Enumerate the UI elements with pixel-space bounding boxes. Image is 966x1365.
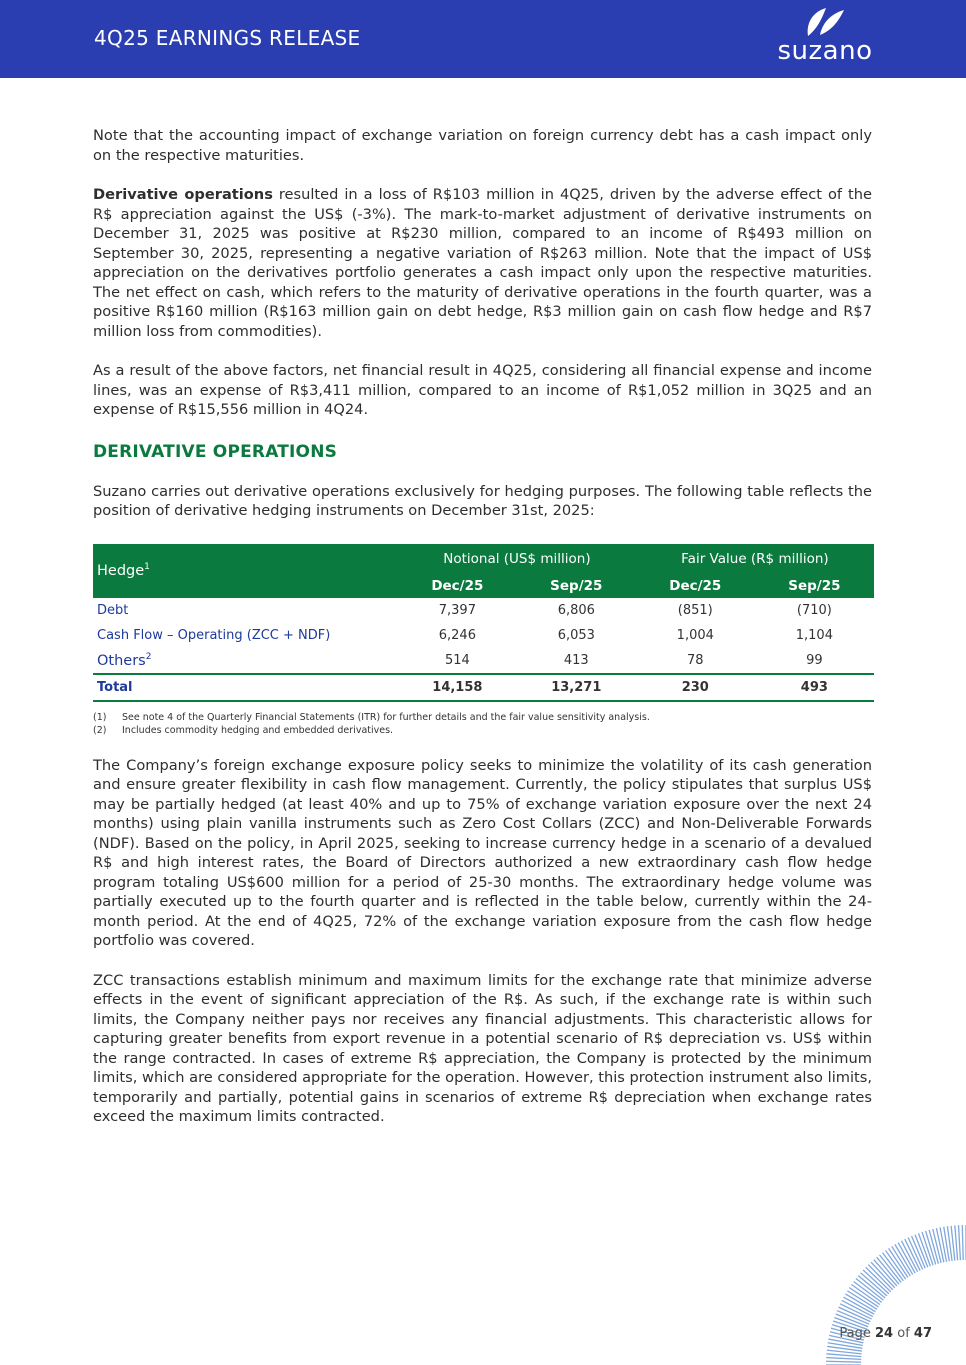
page-total: 47	[913, 1326, 932, 1341]
table-cell: 413	[563, 652, 589, 668]
col-fair-dec25: Dec/25	[636, 574, 755, 598]
footnote	[93, 711, 872, 724]
page-content	[93, 126, 872, 1127]
row-label: Cash Flow – Operating (ZCC + NDF)	[97, 627, 331, 643]
row-label	[93, 648, 398, 674]
footnote	[93, 724, 872, 737]
table-cell: 78	[687, 652, 704, 668]
logo-text: suzano	[777, 36, 873, 66]
others-footnote-ref: 2	[145, 651, 152, 662]
hedge-header	[93, 544, 398, 598]
table-cell: 7,397	[438, 602, 476, 618]
page-of: of	[893, 1326, 914, 1341]
row-label-text: Others	[97, 652, 146, 669]
notional-group-header: Notional (US$ million)	[398, 544, 636, 574]
total-row	[93, 674, 874, 701]
report-title: 4Q25 EARNINGS RELEASE	[94, 26, 361, 50]
table-cell: 6,806	[557, 602, 595, 618]
decorative-ray	[959, 1225, 961, 1260]
page-prefix: Page	[839, 1326, 876, 1341]
hedge-footnote-ref: 1	[144, 562, 150, 573]
table-cell: 514	[444, 652, 470, 668]
fair-value-group-header: Fair Value (R$ million)	[636, 544, 874, 574]
section-title: DERIVATIVE OPERATIONS	[93, 441, 338, 462]
table-cell: 1,004	[676, 627, 714, 643]
col-notional-dec25: Dec/25	[398, 574, 517, 598]
decorative-ray	[826, 1361, 861, 1362]
paragraph-net-financial-result: As a result of the above factors, net financial result in 4Q25, considering all financial expense and income lines, was an expense of R$3,411 million, compared to an income of R$1,052 million in 3Q25 and an expense of R$15,556 million in 4Q24.	[93, 362, 872, 418]
footnote-text: See note 4 of the Quarterly Financial Statements (ITR) for further details and the fair value sensitivity analysis.	[122, 711, 650, 723]
table-cell: 493	[755, 674, 874, 701]
paragraph-derivative-operations	[93, 185, 872, 341]
footnote-number: (2)	[93, 724, 107, 736]
decorative-ray	[940, 1227, 946, 1261]
page-header	[0, 0, 966, 78]
paragraph-fx-policy: The Company’s foreign exchange exposure policy seeks to minimize the volatility of its cash generation and ensure greater flexibility in cash flow management. Currently, the policy stipulates that surplus US$ may be partially hedged (at least 40% and up to 75% of exchange variation exposure over the next 24 months) using plain vanilla instruments such as Zero Cost Collars (ZCC) and Non-Deliverable Forwards (NDF). Based on the policy, in April 2025, seeking to increase currency hedge in a scenario of a devalued R$ and high interest rates, the Board of Directors authorized a new extraordinary cash flow hedge program totaling US$600 million for a period of 25-30 months. The extraordinary hedge volume was partially executed up to the fourth quarter and is reflected in the table below, currently within the 24-month period. At the end of 4Q25, 72% of the exchange variation exposure from the cash flow hedge portfolio was covered.	[93, 756, 872, 949]
suzano-logo	[770, 4, 880, 66]
paragraph-fx-impact: Note that the accounting impact of exchange variation on foreign currency debt has a cash impact only on the respective maturities.	[93, 127, 872, 164]
table-cell: 13,271	[517, 674, 636, 701]
page-current: 24	[875, 1326, 894, 1341]
decorative-ray	[955, 1225, 958, 1260]
table-row	[93, 598, 874, 623]
table-cell: 1,104	[795, 627, 833, 643]
footnote-number: (1)	[93, 711, 107, 723]
table-row	[93, 648, 874, 674]
footnote-text: Includes commodity hedging and embedded derivatives.	[122, 724, 394, 736]
col-fair-sep25: Sep/25	[755, 574, 874, 598]
total-label: Total	[93, 674, 398, 701]
table-cell: 6,053	[557, 627, 595, 643]
decorative-ray	[826, 1354, 861, 1357]
leaf-icon	[770, 4, 880, 38]
col-notional-sep25: Sep/25	[517, 574, 636, 598]
table-row	[93, 623, 874, 648]
table-cell: 230	[636, 674, 755, 701]
decorative-arcs-graphic	[766, 1225, 966, 1365]
derivative-operations-bold: Derivative operations	[93, 186, 273, 203]
derivatives-table	[93, 544, 874, 702]
derivative-operations-text: resulted in a loss of R$103 million in 4Q25, driven by the adverse effect of the R$ appreciation against the US$ (-3%). The mark-to-market adjustment of derivative instruments on December 31, 2025 was positive at R$230 million, compared to an income of R$493 million on September 30, 2025, representing a negative variation of R$263 million. Note that the impact of US$ appreciation on the derivatives portfolio generates a cash impact only upon the respective maturities. The net effect on cash, which refers to the maturity of derivative operations in the fourth quarter, was a positive R$160 million (R$163 million gain on debt hedge, R$3 million gain on cash flow hedge and R$7 million loss from commodities).	[93, 186, 872, 340]
table-footnotes	[93, 711, 872, 737]
decorative-ray	[826, 1358, 861, 1360]
hedge-header-label: Hedge	[97, 562, 145, 579]
section-intro: Suzano carries out derivative operations exclusively for hedging purposes. The following table reflects the position of derivative hedging instruments on December 31st, 2025:	[93, 482, 872, 519]
table-cell: (851)	[677, 602, 713, 618]
page-number	[839, 1326, 932, 1341]
table-cell: (710)	[796, 602, 832, 618]
table-cell: 14,158	[398, 674, 517, 701]
decorative-ray	[962, 1225, 963, 1260]
paragraph-zcc: ZCC transactions establish minimum and maximum limits for the exchange rate that minimize adverse effects in the event of significant appreciation of the R$. As such, if the exchange rate is within such limits, the Company neither pays nor receives any financial adjustments. This characteristic allows for capturing greater benefits from export revenue in a potential scenario of R$ depreciation vs. US$ within the range contracted. In cases of extreme R$ appreciation, the Company is protected by the minimum limits, which are considered appropriate for the operation. However, this protection instrument also limits, temporarily and partially, potential gains in scenarios of extreme R$ depreciation when exchange rates exceed the maximum limits contracted.	[93, 971, 872, 1125]
row-label: Debt	[97, 602, 129, 618]
table-cell: 99	[806, 652, 823, 668]
table-cell: 6,246	[438, 627, 476, 643]
